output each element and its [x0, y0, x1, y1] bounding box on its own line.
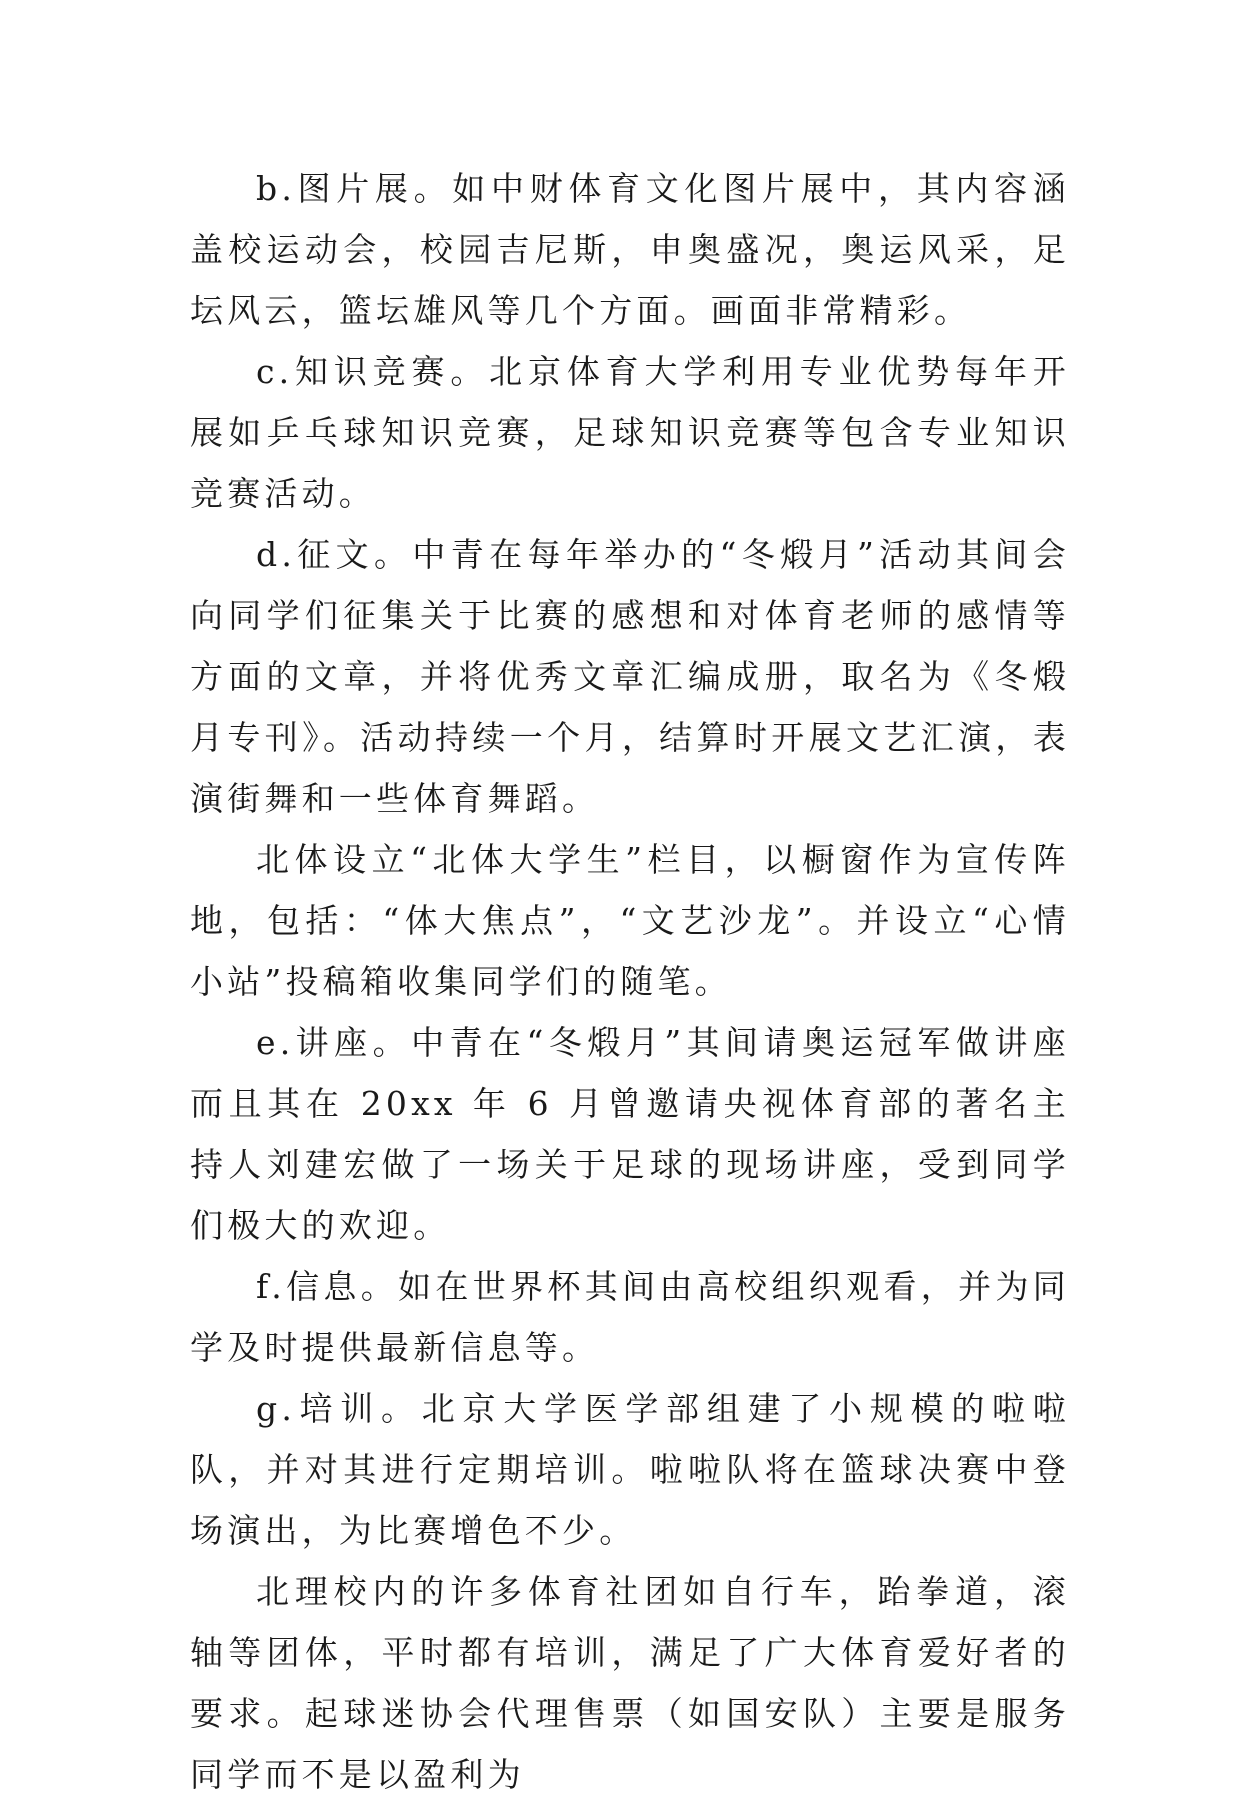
paragraph-b-photo-exhibition: b.图片展。如中财体育文化图片展中，其内容涵盖校运动会，校园吉尼斯，申奥盛况，奥运风采，足坛风云，篮坛雄风等几个方面。画面非常精彩。: [190, 169, 1070, 330]
paragraph-e-lecture: e.讲座。中青在“冬煅月”其间请奥运冠军做讲座而且其在 20xx 年 6 月曾邀请央视体育部的著名主持人刘建宏做了一场关于足球的现场讲座，受到同学们极大的欢迎。: [190, 1023, 1070, 1245]
paragraph-c-knowledge-contest: c.知识竞赛。北京体育大学利用专业优势每年开展如乒乓球知识竞赛，足球知识竞赛等包含专业知识竞赛活动。: [190, 352, 1070, 513]
paragraph-beili-clubs: 北理校内的许多体育社团如自行车，跆拳道，滚轴等团体，平时都有培训，满足了广大体育爱好者的要求。起球迷协会代理售票（如国安队）主要是服务同学而不是以盈利为: [190, 1572, 1070, 1794]
paragraph-d-essay: d.征文。中青在每年举办的“冬煅月”活动其间会向同学们征集关于比赛的感想和对体育老师的感情等方面的文章，并将优秀文章汇编成册，取名为《冬煅月专刊》。活动持续一个月，结算时开展文艺汇演，表演街舞和一些体育舞蹈。: [190, 535, 1070, 818]
paragraph-f-information: f.信息。如在世界杯其间由高校组织观看，并为同学及时提供最新信息等。: [190, 1267, 1070, 1367]
paragraph-beiti-column: 北体设立“北体大学生”栏目，以橱窗作为宣传阵地，包括：“体大焦点”，“文艺沙龙”。并设立“心情小站”投稿箱收集同学们的随笔。: [190, 840, 1070, 1001]
paragraph-g-training: g.培训。北京大学医学部组建了小规模的啦啦队，并对其进行定期培训。啦啦队将在篮球决赛中登场演出，为比赛增色不少。: [190, 1389, 1070, 1550]
document-body: [190, 158, 1070, 1805]
